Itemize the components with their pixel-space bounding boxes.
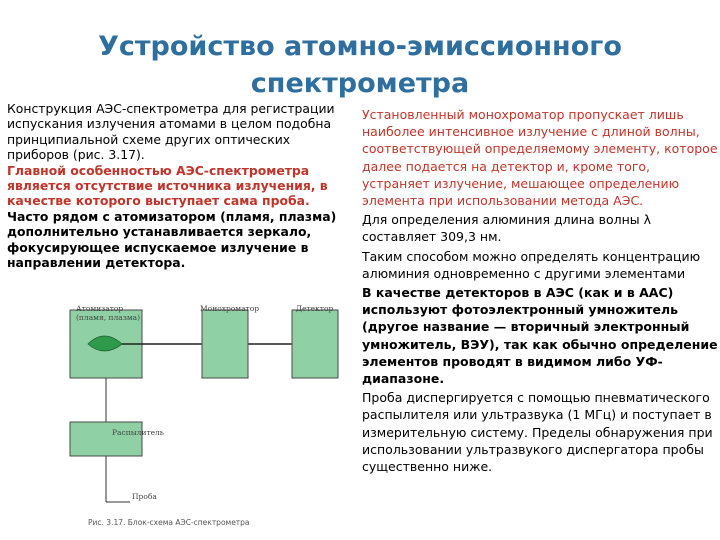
left-paragraph-2-highlight: Главной особенностью АЭС-спектрометра является отсутствие источника излучения, в качестве которого выступает сама проба. (7, 162, 328, 209)
detector-label: Детектор (296, 304, 334, 313)
right-paragraph-1: Установленный монохроматор пропускает лишь наиболее интенсивное излучение с длиной волны, соответствующей определяемому элементу, которое далее подается на детектор и, кроме того, устраняет излучение, мешающее определению элемента при использовании метода АЭС. (362, 107, 718, 209)
atomizer-label: Атомизатор (пламя, плазма) (76, 304, 141, 322)
left-paragraph-3: Часто рядом с атомизатором (пламя, плазма) дополнительно устанавливается зеркало, фокусирующее испускаемое излучение в направлении детектора. (7, 208, 337, 271)
right-paragraph-2: Для определения алюминия длина волны λ составляет 309,3 нм. (362, 212, 651, 245)
right-paragraph-5: Проба диспергируется с помощью пневматического распылителя или ультразвука (1 МГц) и поступает в измерительную систему. Пределы обнаружения при использовании ультразвукого диспергатора пробы существенно ниже. (362, 390, 713, 475)
figure-caption: Рис. 3.17. Блок-схема АЭС-спектрометра (88, 518, 250, 527)
right-paragraph-3: Таким способом можно определять концентрацию алюминия одновременно с другими элементами (362, 248, 701, 281)
title-line-1: Устройство атомно-эмиссионного (98, 31, 622, 62)
sample-label: Проба (132, 492, 157, 501)
right-column-text (362, 106, 718, 477)
monochromator-box (202, 310, 248, 378)
left-column-text (7, 101, 349, 270)
block-diagram-figure (60, 292, 350, 537)
right-paragraph-4: В качестве детекторов в АЭС (как и в ААС) используют фотоэлектронный умножитель (другое название — вторичный электронный умножитель, ВЭУ), так как обычно определение элементов проводят в видимом либо УФ-диапазоне. (362, 285, 718, 387)
detector-box (292, 310, 338, 378)
monochromator-label: Монохроматор (200, 304, 260, 313)
block-diagram-svg (60, 292, 350, 537)
left-paragraph-1: Конструкция АЭС-спектрометра для регистрации испускания излучения атомами в целом подобна принципиальной схеме других оптических приборов (рис. 3.17). (7, 101, 335, 163)
sprayer-label: Распылитель (112, 428, 164, 437)
slide-title (0, 28, 720, 102)
title-line-2: спектрометра (250, 68, 470, 99)
